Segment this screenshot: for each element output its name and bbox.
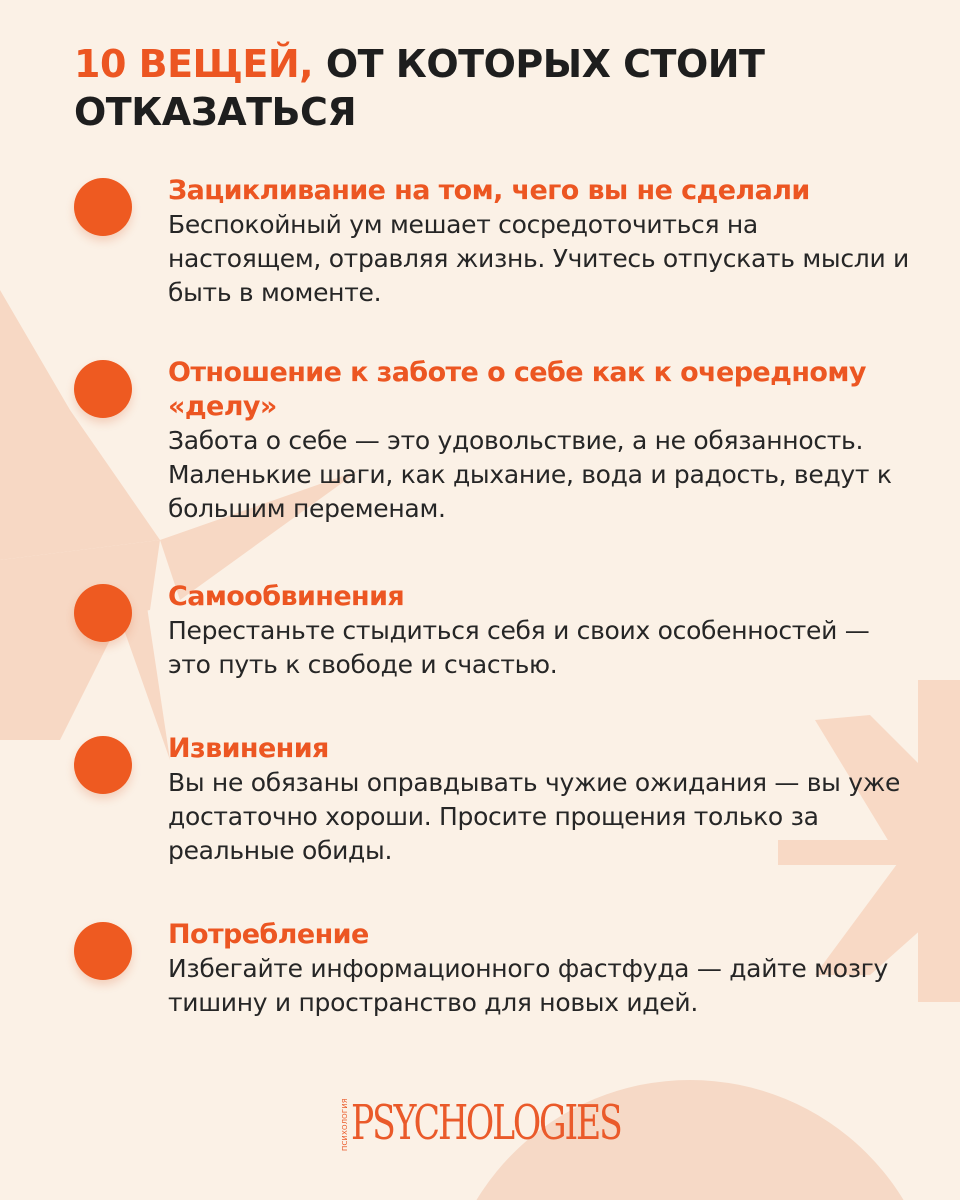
- title-accent: 10 ВЕЩЕЙ,: [74, 42, 314, 86]
- logo-small-text: ПСИХОЛОГИЯ: [341, 1098, 349, 1152]
- item-description: Избегайте информационного фастфуда — дайте мозгу тишину и пространство для новых идей.: [168, 954, 889, 1017]
- bullet-dot-icon: [74, 736, 132, 794]
- item-title: Отношение к заботе о себе как к очередному «делу»: [168, 357, 866, 422]
- item-title: Самообвинения: [168, 581, 405, 612]
- page-title: [74, 40, 914, 136]
- logo-main-text: PSYCHOLOGIES: [351, 1095, 621, 1151]
- item-title: Зацикливание на том, чего вы не сделали: [168, 175, 810, 206]
- item-description: Вы не обязаны оправдывать чужие ожидания — вы уже достаточно хороши. Просите прощения только за реальные обиды.: [168, 768, 901, 865]
- bullet-dot-icon: [74, 360, 132, 418]
- psychologies-logo: [341, 1092, 725, 1152]
- bullet-dot-icon: [74, 584, 132, 642]
- bullet-dot-icon: [74, 178, 132, 236]
- item-title: Потребление: [168, 919, 369, 950]
- bullet-dot-icon: [74, 922, 132, 980]
- item-description: Перестаньте стыдиться себя и своих особенностей — это путь к свободе и счастью.: [168, 616, 870, 679]
- title-rest: ОТ КОТОРЫХ СТОИТ ОТКАЗАТЬСЯ: [74, 42, 765, 134]
- item-title: Извинения: [168, 733, 329, 764]
- item-description: Забота о себе — это удовольствие, а не обязанность. Маленькие шаги, как дыхание, вода и радость, ведут к большим переменам.: [168, 426, 892, 523]
- item-description: Беспокойный ум мешает сосредоточиться на настоящем, отравляя жизнь. Учитесь отпускать мысли и быть в моменте.: [168, 210, 910, 307]
